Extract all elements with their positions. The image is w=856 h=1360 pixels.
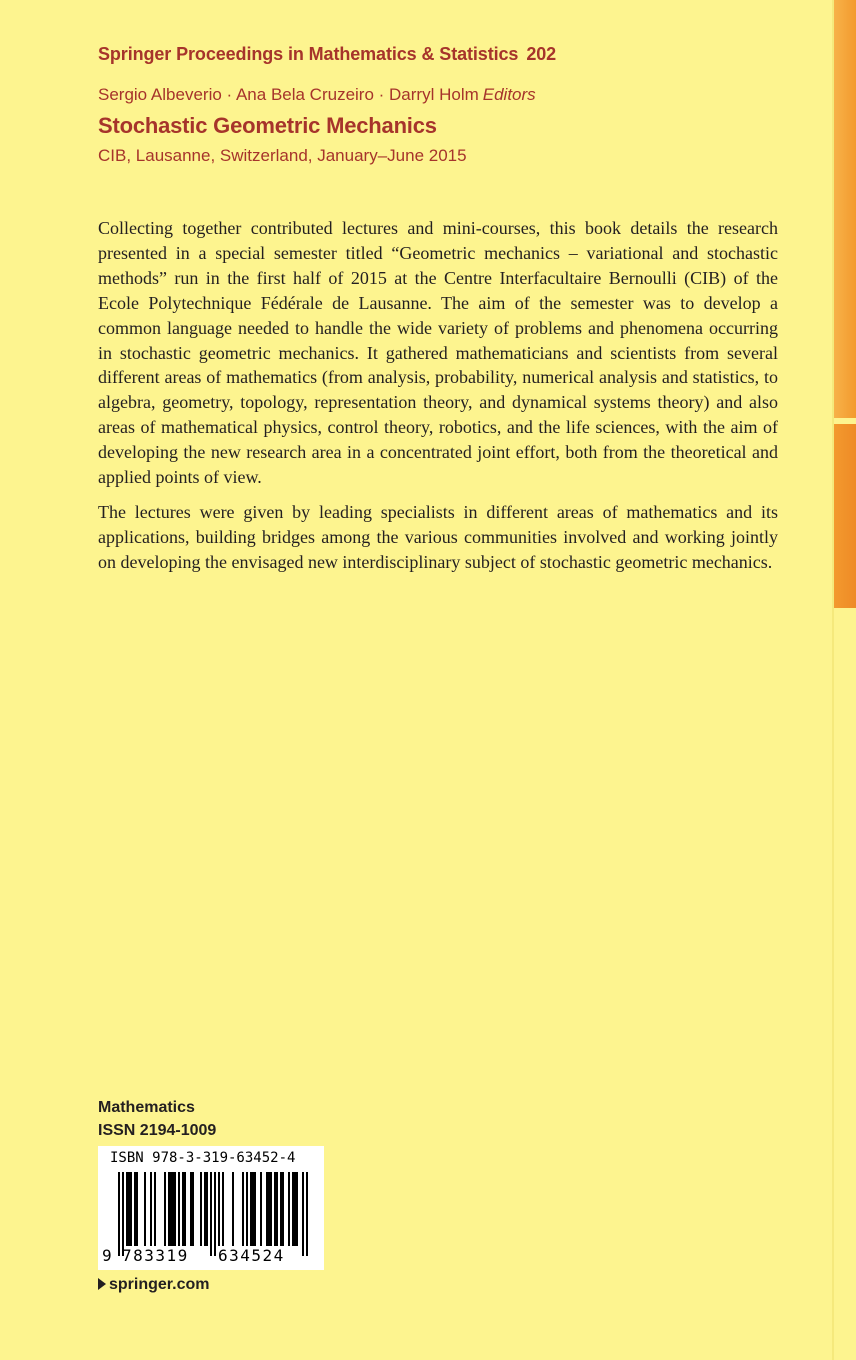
- barcode-bar: [190, 1172, 192, 1246]
- barcode-bar: [294, 1172, 296, 1246]
- barcode-bar: [254, 1172, 256, 1246]
- subject-label: Mathematics: [98, 1099, 195, 1116]
- barcode-bar: [204, 1172, 206, 1246]
- barcode-bar: [280, 1172, 282, 1246]
- barcode-bar: [136, 1172, 138, 1246]
- blurb-paragraph-2: The lectures were given by leading specialists in different areas of mathematics and its applications, building bridges among the various communities involved and working jointly on developing the envisaged new interdisciplinary subject of stochastic geometric mechanics.: [98, 501, 778, 572]
- spine-orange-band-bottom: [834, 424, 856, 608]
- barcode-bar: [118, 1172, 120, 1256]
- barcode-bar: [122, 1172, 124, 1256]
- website-line: [98, 1276, 209, 1294]
- editors-names: Sergio Albeverio · Ana Bela Cruzeiro · Darryl Holm: [98, 85, 479, 104]
- barcode-bar: [282, 1172, 284, 1246]
- barcode-bar: [260, 1172, 262, 1246]
- issn-label: ISSN 2194-1009: [98, 1122, 217, 1139]
- barcode-bar: [144, 1172, 146, 1246]
- barcode-bar: [128, 1172, 130, 1246]
- barcode-bar: [172, 1172, 174, 1246]
- blurb-paragraph-1: Collecting together contributed lectures and mini-courses, this book details the research presented in a special semester titled “Geometric mechanics – variational and stochastic methods” run in the first half of 2015 at the Centre Interfacultaire Bernoulli (CIB) of the Ecole Polytechnique Fédérale de Lausanne. The aim of the semester was to develop a common language needed to handle the wide variety of problems and phenomena occurring in stochastic geometric mechanics. It gathered mathematicians and scientists from several different areas of mathematics (from analysis, probability, numerical analysis and statistics, to algebra, geometry, topology, representation theory, and dynamical systems theory) and also areas of mathematical physics, control theory, robotics, and the life sciences, with the aim of developing the new research area in a concentrated joint effort, both from the theoretical and applied points of view.: [98, 218, 778, 488]
- barcode-bar: [130, 1172, 132, 1246]
- barcode-bar: [276, 1172, 278, 1246]
- barcode-bar: [292, 1172, 294, 1246]
- barcode-bar: [178, 1172, 180, 1246]
- barcode-bar: [214, 1172, 216, 1256]
- series-name: Springer Proceedings in Mathematics & Statistics: [98, 44, 519, 64]
- barcode-bar: [174, 1172, 176, 1246]
- barcode-bar: [250, 1172, 252, 1246]
- series-line: [98, 44, 556, 65]
- barcode-bar: [266, 1172, 268, 1246]
- barcode-bar: [222, 1172, 224, 1246]
- barcode-bar: [206, 1172, 208, 1246]
- barcode-bar: [150, 1172, 152, 1246]
- barcode-bar: [210, 1172, 212, 1256]
- spine-orange-band-top: [834, 0, 856, 418]
- barcode-bar: [268, 1172, 270, 1246]
- arrow-right-icon: [98, 1278, 106, 1290]
- barcode-bar: [274, 1172, 276, 1246]
- book-title: Stochastic Geometric Mechanics: [98, 113, 437, 138]
- barcode-bar: [182, 1172, 184, 1246]
- website-link[interactable]: springer.com: [109, 1276, 210, 1293]
- barcode-bar: [242, 1172, 244, 1246]
- barcode-bar: [192, 1172, 194, 1246]
- barcode-bar: [288, 1172, 290, 1246]
- barcode-bar: [170, 1172, 172, 1246]
- barcode: [98, 1146, 324, 1270]
- barcode-bar: [126, 1172, 128, 1246]
- barcode-digits-group-2: 634524: [218, 1246, 285, 1265]
- barcode-bar: [164, 1172, 166, 1246]
- book-subtitle: CIB, Lausanne, Switzerland, January–June 2015: [98, 146, 467, 165]
- volume-number: 202: [526, 44, 557, 64]
- subject-block: [98, 1096, 216, 1142]
- barcode-bar: [306, 1172, 308, 1256]
- barcode-bar: [168, 1172, 170, 1246]
- editors-line: [98, 85, 536, 105]
- barcode-bar: [246, 1172, 248, 1246]
- barcode-bar: [200, 1172, 202, 1246]
- barcode-bar: [154, 1172, 156, 1246]
- barcode-bar: [252, 1172, 254, 1246]
- blurb: [98, 216, 778, 585]
- isbn-label: ISBN 978-3-319-63452-4: [110, 1150, 296, 1166]
- barcode-bar: [270, 1172, 272, 1246]
- barcode-bar: [232, 1172, 234, 1246]
- barcode-bar: [302, 1172, 304, 1256]
- barcode-bar: [218, 1172, 220, 1246]
- barcode-bar: [296, 1172, 298, 1246]
- barcode-digit-first: 9: [102, 1246, 112, 1265]
- barcode-bar: [134, 1172, 136, 1246]
- editors-role: Editors: [482, 85, 536, 104]
- barcode-digits-group-1: 783319: [122, 1246, 189, 1265]
- barcode-bar: [184, 1172, 186, 1246]
